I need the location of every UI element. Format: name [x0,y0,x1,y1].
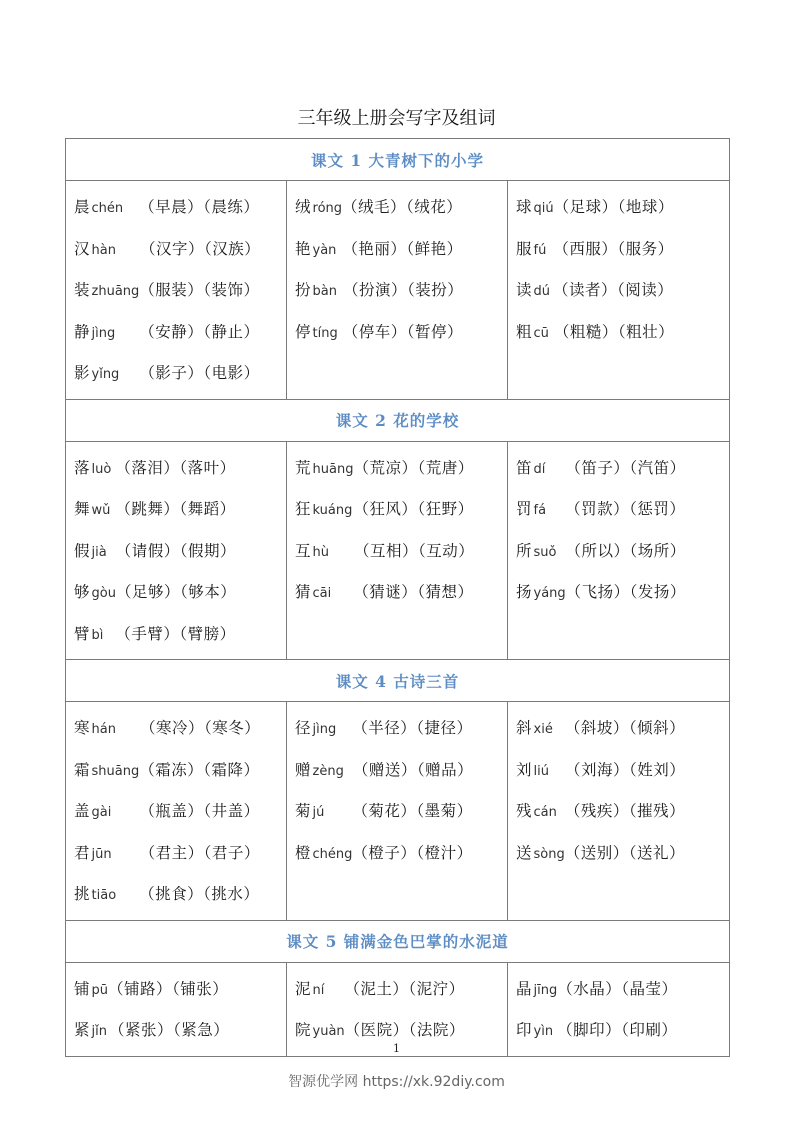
word-group: （半径）（捷径） [352,719,473,737]
character-entry [74,791,286,833]
character: 晨 [74,198,90,216]
character: 径 [295,719,311,737]
pinyin: yàn [312,242,337,258]
word-group: （互相）（互动） [354,541,475,560]
character: 菊 [295,802,311,820]
word-group: （荒凉）（荒唐） [353,458,474,477]
character: 狂 [295,500,311,518]
character: 斜 [516,719,532,737]
pinyin: luò [91,461,112,477]
character: 装 [74,281,90,299]
character: 印 [516,1021,532,1039]
character-entry [74,750,286,792]
word-group: （汉字）（汉族） [139,239,261,258]
lesson-header-row [66,139,730,181]
character: 扬 [516,583,532,601]
character: 铺 [74,979,90,998]
character-entry [295,750,507,792]
word-group: （罚款）（惩罚） [565,500,686,518]
footer-watermark: 智源优学网 https://xk.92diy.com [288,1074,505,1090]
character-column [508,702,730,921]
character-entry [516,750,729,792]
character-entry [295,531,507,573]
character-column [66,181,287,400]
character-entry [74,448,286,490]
character: 笛 [516,458,532,477]
pinyin: chéng [312,846,353,862]
word-group: （瓶盖）（井盖） [139,802,260,820]
word-group: （橙子）（橙汁） [352,843,473,862]
pinyin: róng [312,201,343,216]
character-column [66,702,287,921]
character: 绒 [295,198,311,216]
character-entry [74,572,286,614]
character: 读 [516,281,532,299]
pinyin: dí [533,461,546,477]
pinyin: suǒ [533,544,557,560]
pinyin: jǐn [91,1024,107,1039]
pinyin: qiú [533,201,554,216]
pinyin: hù [312,544,329,560]
pinyin: jīng [533,982,558,998]
character-entry [74,270,286,312]
character-entry [295,187,507,229]
character-entry [516,448,729,490]
character-entry [295,312,507,354]
character-entry [516,791,729,833]
word-group: （水晶）（晶莹） [557,979,678,998]
word-group: （艳丽）（鲜艳） [342,239,463,258]
word-group: （跳舞）（舞蹈） [115,500,236,518]
pinyin: xié [533,722,553,737]
character: 影 [74,364,90,382]
pinyin: yáng [533,586,566,601]
character: 泥 [295,979,311,998]
character: 臂 [74,624,90,643]
character: 晶 [516,979,532,998]
word-group: （足球）（地球） [553,198,674,216]
character-entry [516,229,729,271]
word-group: （读者）（阅读） [553,281,674,299]
character: 盖 [74,802,90,820]
word-group: （菊花）（墨菊） [352,802,473,820]
character-entry [295,229,507,271]
lesson-title: 课文 1 大青树下的小学 [66,139,730,181]
character-entry [74,531,286,573]
word-group: （飞扬）（发扬） [565,583,686,601]
word-group: （斜坡）（倾斜） [564,719,686,737]
character: 刘 [516,760,532,779]
pinyin: liú [533,763,549,779]
lesson-content-row [66,702,730,921]
pinyin: bàn [312,284,337,299]
word-group: （挑食）（挑水） [139,885,260,903]
character-entry [295,833,507,875]
word-group: （落泪）（落叶） [115,458,236,477]
word-group: （刘海）（姓刘） [564,760,686,779]
word-group: （霜冻）（霜降） [139,760,260,779]
word-group: （泥土）（泥泞） [344,979,465,998]
word-group: （绒毛）（绒花） [342,198,463,216]
word-group: （紧张）（紧急） [108,1021,230,1039]
word-group: （粗糙）（粗壮） [553,322,675,341]
pinyin: hàn [91,242,116,258]
character: 残 [516,802,532,820]
pinyin: zhuāng [91,284,140,299]
character-entry [516,312,729,354]
pinyin: cū [533,325,549,341]
character-entry [74,874,286,916]
vocabulary-table [65,138,730,1057]
character: 假 [74,541,90,560]
pinyin: yuàn [312,1024,345,1039]
character: 球 [516,198,532,216]
character-entry [74,353,286,395]
character: 紧 [74,1021,90,1039]
character-entry [74,312,286,354]
pinyin: cāi [312,586,332,601]
character-entry [74,489,286,531]
character-column [287,441,508,660]
pinyin: dú [533,284,551,299]
character: 荒 [295,458,311,477]
character-entry [295,448,507,490]
character-entry [516,572,729,614]
pinyin: pū [91,982,109,998]
character-entry [516,187,729,229]
character: 院 [295,1021,311,1039]
pinyin: cán [533,805,557,820]
character: 够 [74,583,90,601]
character-entry [295,969,507,1011]
word-group: （残疾）（摧残） [564,802,686,820]
character-column [287,181,508,400]
word-group: （寒冷）（寒冬） [139,719,261,737]
character: 君 [74,843,90,862]
pinyin: jià [91,544,107,560]
word-group: （送别）（送礼） [564,843,685,862]
pinyin: tiāo [91,888,117,903]
word-group: （赠送）（赠品） [352,760,474,779]
pinyin: jìng [91,325,116,341]
lesson-title: 课文 2 花的学校 [66,399,730,441]
character-entry [74,614,286,656]
character-column [66,441,287,660]
pinyin: huāng [312,461,354,477]
pinyin: chén [91,201,124,216]
character: 服 [516,239,532,258]
pinyin: sòng [533,846,565,862]
character: 互 [295,541,311,560]
character: 艳 [295,239,311,258]
character-entry [516,489,729,531]
pinyin: gòu [91,586,116,601]
character-entry [295,572,507,614]
pinyin: jú [312,805,325,820]
word-group: （安静）（静止） [139,322,260,341]
word-group: （所以）（场所） [565,541,686,560]
character-entry [516,969,729,1011]
lesson-title: 课文 4 古诗三首 [66,660,730,702]
pinyin: fú [533,242,547,258]
word-group: （医院）（法院） [344,1021,465,1039]
pinyin: kuáng [312,503,353,518]
character-entry [516,270,729,312]
word-group: （笛子）（汽笛） [565,458,686,477]
lesson-header-row [66,920,730,962]
character-entry [295,270,507,312]
character: 所 [516,541,532,560]
character: 扮 [295,281,311,299]
character: 落 [74,458,90,477]
page-title: 三年级上册会写字及组词 [297,108,496,129]
character: 赠 [295,760,311,779]
word-group: （铺路）（铺张） [108,979,229,998]
character: 粗 [516,322,532,341]
character: 橙 [295,843,311,862]
word-group: （扮演）（装扮） [342,281,464,299]
pinyin: fá [533,503,547,518]
character-entry [516,531,729,573]
pinyin: tíng [312,325,338,341]
character-column [287,702,508,921]
character-entry [74,708,286,750]
lesson-header-row [66,660,730,702]
pinyin: bì [91,627,104,643]
character-column [508,181,730,400]
character: 罚 [516,500,532,518]
page-number: 1 [393,1042,400,1055]
pinyin: gài [91,805,112,820]
word-group: （脚印）（印刷） [557,1021,678,1039]
pinyin: wǔ [91,503,111,518]
pinyin: shuāng [91,763,140,779]
character: 送 [516,843,532,862]
character: 猜 [295,583,311,601]
lesson-content-row [66,441,730,660]
character: 霜 [74,760,90,779]
lesson-header-row [66,399,730,441]
character: 寒 [74,719,90,737]
character-entry [74,187,286,229]
word-group: （狂风）（狂野） [353,500,474,518]
word-group: （请假）（假期） [115,541,236,560]
word-group: （服装）（装饰） [139,281,260,299]
word-group: （影子）（电影） [139,364,260,382]
character-entry [74,833,286,875]
pinyin: jūn [91,846,112,862]
lesson-content-row [66,181,730,400]
character-entry [516,708,729,750]
character: 停 [295,322,311,341]
word-group: （足够）（够本） [115,583,237,601]
character-column [508,441,730,660]
character-entry [295,489,507,531]
word-group: （手臂）（臂膀） [115,624,236,643]
pinyin: jìng [312,722,337,737]
character-entry [74,969,286,1011]
pinyin: ní [312,982,325,998]
word-group: （西服）（服务） [553,239,674,258]
word-group: （停车）（暂停） [342,322,463,341]
word-group: （君主）（君子） [139,843,260,862]
pinyin: hán [91,722,116,737]
character: 汉 [74,239,90,258]
character-entry [74,229,286,271]
character-entry [295,708,507,750]
word-group: （猜谜）（猜想） [353,583,474,601]
word-group: （早晨）（晨练） [139,198,260,216]
character-entry [295,791,507,833]
lesson-title: 课文 5 铺满金色巴掌的水泥道 [66,920,730,962]
character: 静 [74,322,90,341]
pinyin: yǐng [91,367,120,382]
character: 挑 [74,885,90,903]
pinyin: zèng [312,763,344,779]
character: 舞 [74,500,90,518]
pinyin: yìn [533,1024,554,1039]
character-entry [516,833,729,875]
